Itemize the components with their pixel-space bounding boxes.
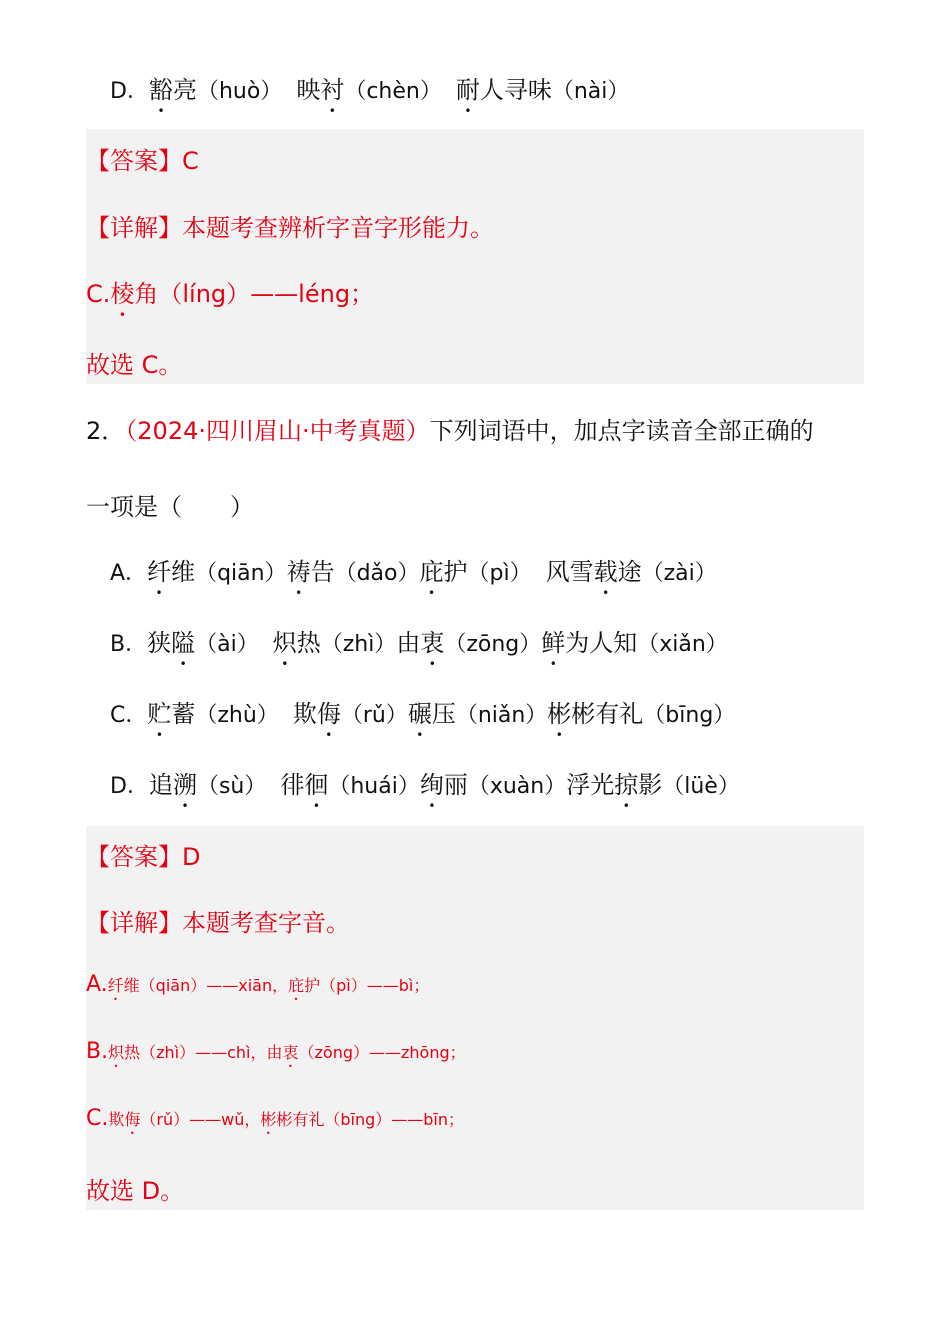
question-2-stem-cont: 一项是（ ） (86, 493, 254, 521)
q1-option-d (110, 70, 629, 118)
option-label: D． (110, 79, 149, 104)
dotted-char: 侮 (316, 700, 341, 728)
answer-label: 【答案】C (86, 147, 199, 175)
word-text: 途 (617, 558, 642, 586)
word-text: 由 (396, 629, 421, 657)
explanation: 【详解】本题考查辨析字音字形能力。 (86, 214, 494, 242)
option-label: B． (110, 632, 148, 657)
explanation-line-c (86, 274, 374, 322)
dotted-char: 庇 (419, 558, 444, 586)
pinyin: （dǎo） (334, 561, 420, 586)
q2-option-c (110, 694, 735, 742)
explanation-line-c (86, 1106, 464, 1138)
dotted-char: 鲜 (541, 629, 566, 657)
pinyin: （huái） (328, 774, 420, 799)
pinyin: （niǎn） (455, 703, 548, 728)
question-2-stem (86, 411, 814, 446)
dotted-char: 炽 (272, 629, 297, 657)
question-number: 2． (86, 417, 126, 445)
explanation-text: 护（pì）——bì； (304, 976, 430, 995)
line-prefix: C. (86, 280, 111, 308)
pinyin: （bīng） (643, 703, 736, 728)
dotted-char: 侮 (124, 1110, 141, 1129)
explanation-text: （zōng）——zhōng； (298, 1043, 466, 1062)
pinyin: （rǔ） (340, 703, 408, 728)
word-text: 徘 (280, 771, 305, 799)
word-text: 映 (296, 76, 321, 104)
word-text: 影 (638, 771, 663, 799)
explanation-line-a (86, 972, 429, 1004)
conclusion: 故选 C。 (86, 351, 183, 379)
explanation-text: （rǔ）——wǔ， (140, 1110, 261, 1129)
line-prefix: C. (86, 1106, 109, 1131)
dotted-char: 纤 (107, 976, 124, 995)
option-label: D． (110, 774, 149, 799)
option-label: A． (110, 561, 148, 586)
pinyin: （lüè） (662, 774, 740, 799)
q2-option-b (110, 623, 728, 671)
word-text: 浮光 (566, 771, 615, 799)
dotted-char: 豁 (148, 76, 173, 104)
conclusion: 故选 D。 (86, 1177, 185, 1205)
dotted-char: 彬 (260, 1110, 277, 1129)
dotted-char: 碾 (407, 700, 432, 728)
dotted-char: 徊 (304, 771, 329, 799)
word-text: 追 (148, 771, 173, 799)
explanation-text: 热（zhì）——chì，由 (124, 1043, 283, 1062)
dotted-char: 祷 (286, 558, 311, 586)
explanation-line-b (86, 1039, 466, 1071)
word-text: 护 (443, 558, 468, 586)
dotted-char: 隘 (171, 629, 196, 657)
line-prefix: B. (86, 1039, 109, 1064)
word-text: 人寻味 (479, 76, 552, 104)
dotted-char: 掠 (614, 771, 639, 799)
question-text: 下列词语中，加点字读音全部正确的 (429, 417, 814, 445)
pinyin: （zhì） (320, 632, 397, 657)
answer-box-1 (86, 129, 864, 384)
word-text: 欺 (292, 700, 317, 728)
word-text: 丽 (443, 771, 468, 799)
explanation: 【详解】本题考查字音。 (86, 909, 350, 937)
word-text: 狭 (147, 629, 172, 657)
question-source: （2024·四川眉山·中考真题） (125, 417, 430, 445)
dotted-char: 纤 (147, 558, 172, 586)
pinyin: （zài） (641, 561, 717, 586)
pinyin: （chèn） (344, 79, 442, 104)
pinyin: （zhù） (195, 703, 279, 728)
option-label: C． (110, 703, 148, 728)
dotted-char: 耐 (455, 76, 480, 104)
dotted-char: 贮 (147, 700, 172, 728)
dotted-char: 炽 (108, 1043, 125, 1062)
pinyin: （xiǎn） (637, 632, 728, 657)
dotted-char: 衬 (320, 76, 345, 104)
word-text: 蓄 (171, 700, 196, 728)
dotted-char: 棱 (110, 280, 135, 308)
answer-box-2 (86, 826, 864, 1210)
dotted-char: 溯 (172, 771, 197, 799)
pinyin: （qiān） (195, 561, 287, 586)
explanation-text: 角（líng）——léng； (134, 280, 375, 308)
q2-option-a (110, 552, 717, 600)
line-prefix: A. (86, 972, 108, 997)
pinyin: （ài） (195, 632, 259, 657)
answer-label: 【答案】D (86, 843, 201, 871)
dotted-char: 彬 (547, 700, 572, 728)
pinyin: （zōng） (444, 632, 542, 657)
dotted-char: 衷 (282, 1043, 299, 1062)
word-text: 热 (296, 629, 321, 657)
dotted-char: 载 (593, 558, 618, 586)
pinyin: （pì） (467, 561, 532, 586)
pinyin: （nài） (551, 79, 630, 104)
word-text: 压 (431, 700, 456, 728)
explanation-text: 欺 (108, 1110, 125, 1129)
word-text: 告 (310, 558, 335, 586)
dotted-char: 衷 (420, 629, 445, 657)
word-text: 亮 (172, 76, 197, 104)
explanation-text: 彬有礼（bīng）——bīn； (276, 1110, 465, 1129)
word-text: 风雪 (545, 558, 594, 586)
dotted-char: 庇 (288, 976, 305, 995)
word-text: 为人知 (565, 629, 638, 657)
word-text: 维 (171, 558, 196, 586)
q2-option-d (110, 765, 740, 813)
pinyin: （xuàn） (467, 774, 567, 799)
dotted-char: 绚 (419, 771, 444, 799)
word-text: 彬有礼 (571, 700, 644, 728)
pinyin: （huò） (196, 79, 283, 104)
pinyin: （sù） (196, 774, 267, 799)
explanation-text: 维（qiān）——xiān， (123, 976, 289, 995)
